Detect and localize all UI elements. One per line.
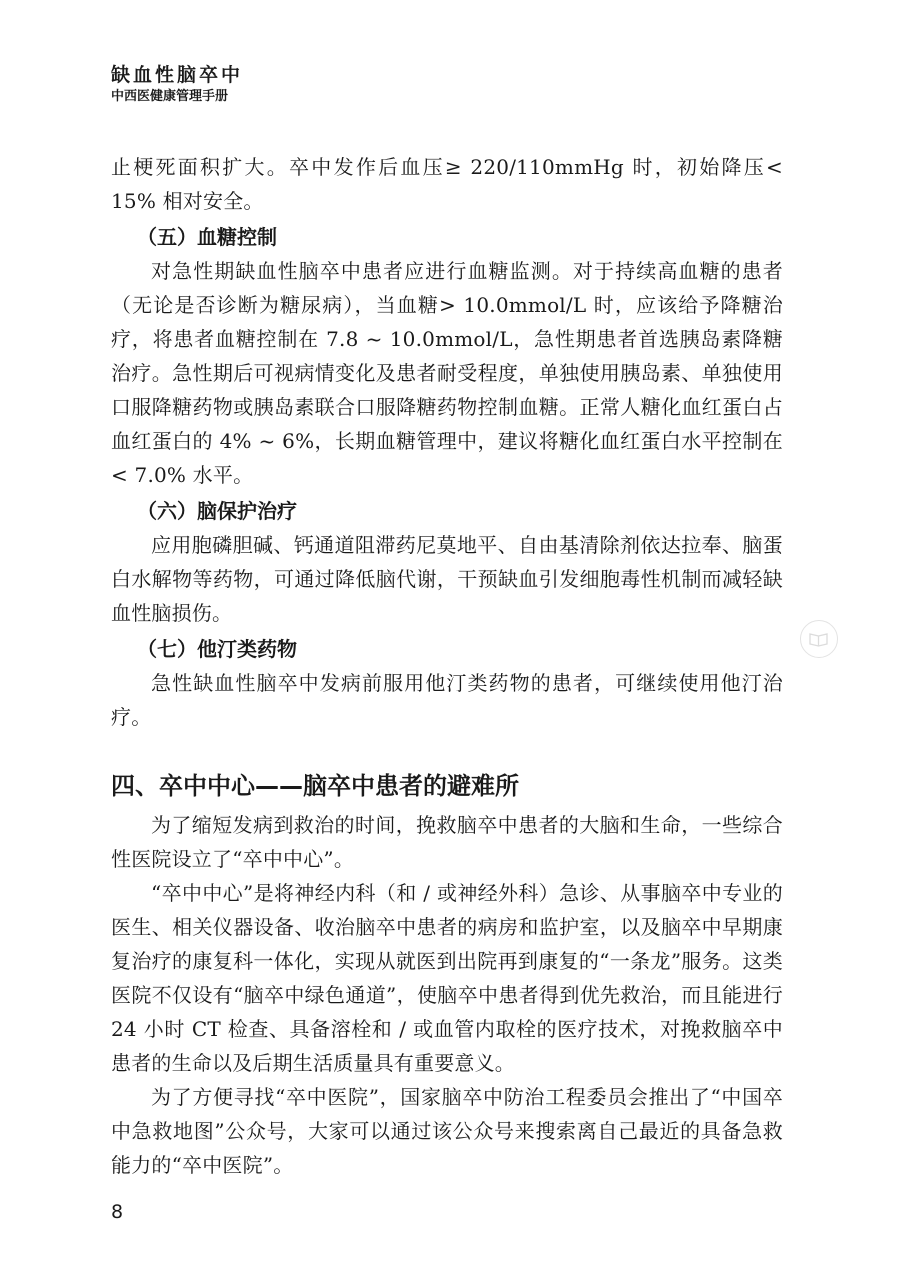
paragraph-stroke-center-2: “卒中中心”是将神经内科（和 / 或神经外科）急诊、从事脑卒中专业的医生、相关仪器设备、收治脑卒中患者的病房和监护室，以及脑卒中早期康复治疗的康复科一体化，实现从就医到出院再到康复的“一条龙”服务。这类医院不仅设有“脑卒中绿色通道”，使脑卒中患者得到优先救治，而且能进行 24 小时 CT 检查、具备溶栓和 / 或血管内取栓的医疗技术，对挽救脑卒中患者的生命以及后期生活质量具有重要意义。: [111, 881, 783, 1075]
book-title: 缺血性脑卒中: [111, 64, 244, 86]
book-icon: [801, 621, 836, 656]
paragraph-blood-sugar: 对急性期缺血性脑卒中患者应进行血糖监测。对于持续高血糖的患者（无论是否诊断为糖尿病），当血糖> 10.0mmol/L 时，应该给予降糖治疗，将患者血糖控制在 7.8 ~ 10.0mmol/L，急性期患者首选胰岛素降糖治疗。急性期后可视病情变化及患者耐受程度，单独使用胰岛素、单独使用口服降糖药物或胰岛素联合口服降糖药物控制血糖。正常人糖化血红蛋白占血红蛋白的 4% ~ 6%，长期血糖管理中，建议将糖化血红蛋白水平控制在< 7.0% 水平。: [111, 259, 783, 487]
subheading-blood-sugar: （五）血糖控制: [137, 225, 277, 249]
section-title: 四、卒中中心——脑卒中患者的避难所: [111, 772, 519, 800]
side-tab: [800, 620, 838, 658]
page-content: [111, 150, 783, 1182]
paragraph-stroke-center-3: 为了方便寻找“卒中医院”，国家脑卒中防治工程委员会推出了“中国卒中急救地图”公众号，大家可以通过该公众号来搜索离自己最近的具备急救能力的“卒中医院”。: [111, 1085, 783, 1177]
running-header: [111, 62, 243, 106]
subheading-brain-protection: （六）脑保护治疗: [137, 499, 297, 523]
paragraph-brain-protection: 应用胞磷胆碱、钙通道阻滞药尼莫地平、自由基清除剂依达拉奉、脑蛋白水解物等药物，可通过降低脑代谢，干预缺血引发细胞毒性机制而减轻缺血性脑损伤。: [111, 533, 783, 625]
paragraph-stroke-center-1: 为了缩短发病到救治的时间，挽救脑卒中患者的大脑和生命，一些综合性医院设立了“卒中中心”。: [111, 813, 783, 871]
subheading-statins: （七）他汀类药物: [137, 637, 297, 661]
page-number: 8: [111, 1201, 124, 1223]
paragraph-statins: 急性缺血性脑卒中发病前服用他汀类药物的患者，可继续使用他汀治疗。: [111, 671, 783, 729]
book-subtitle: 中西医健康管理手册: [111, 89, 229, 104]
paragraph-intro: 止梗死面积扩大。卒中发作后血压≥ 220/110mmHg 时，初始降压< 15% 相对安全。: [111, 155, 783, 213]
